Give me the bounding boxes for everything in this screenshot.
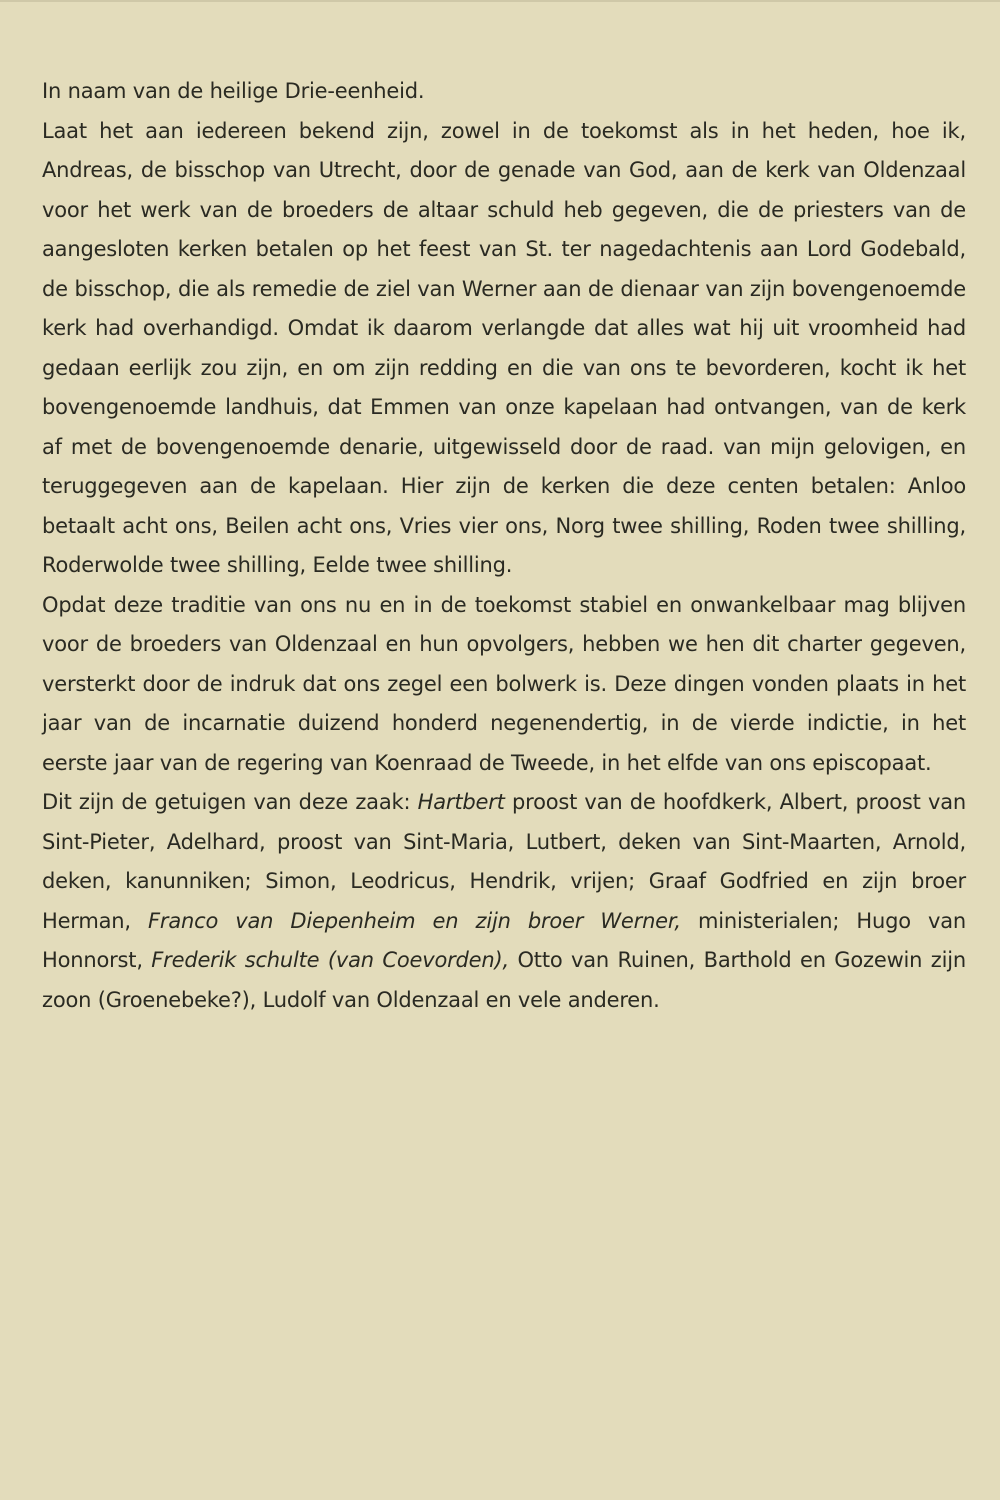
witness-text-3: Otto van Ruinen, Barthold en Gozewin zijn zoon (Groenebeke?), Ludolf van Oldenzaal en vele anderen. [42, 948, 966, 1012]
corroboration-paragraph: Opdat deze traditie van ons nu en in de toekomst stabiel en onwankelbaar mag blijven voor de broeders van Oldenzaal en hun opvolgers, hebben we hen dit charter gegeven, versterkt door de indruk dat ons zegel een bolwerk is. Deze dingen vonden plaats in het jaar van de incarnatie duizend honderd negenendertig, in de vierde indictie, in het eerste jaar van de regering van Koenraad de Tweede, in het elfde van ons episcopaat. [42, 592, 966, 775]
invocation: In naam van de heilige Drie-eenheid. [42, 79, 425, 103]
witness-frederik: Frederik schulte (van Coevorden), [151, 948, 509, 972]
charter-text [42, 72, 966, 1020]
witness-intro: Dit zijn de getuigen van deze zaak: [42, 790, 418, 814]
witness-hartbert: Hartbert [417, 790, 505, 814]
charter-body-paragraph: Laat het aan iedereen bekend zijn, zowel in de toekomst als in het heden, hoe ik, Andreas, de bisschop van Utrecht, door de genade van God, aan de kerk van Oldenzaal voor het werk van de broeders de altaar schuld heb gegeven, die de priesters van de aangesloten kerken betalen op het feest van St. ter nagedachtenis aan Lord Godebald, de bisschop, die als remedie de ziel van Werner aan de dienaar van zijn bovengenoemde kerk had overhandigd. Omdat ik daarom verlangde dat alles wat hij uit vroomheid had gedaan eerlijk zou zijn, en om zijn redding en die van ons te bevorderen, kocht ik het bovengenoemde landhuis, dat Emmen van onze kapelaan had ontvangen, van de kerk af met de bovengenoemde denarie, uitgewisseld door de raad. van mijn gelovigen, en teruggegeven aan de kapelaan. Hier zijn de kerken die deze centen betalen: Anloo betaalt acht ons, Beilen acht ons, Vries vier ons, Norg twee shilling, Roden twee shilling, Roderwolde twee shilling, Eelde twee shilling. [42, 118, 966, 577]
witness-text-1: proost van de hoofdkerk, Albert, proost van Sint-Pieter, Adelhard, proost van Sint-Maria, Lutbert, deken van Sint-Maarten, Arnold, deken, kanunniken; Simon, Leodricus, Hendrik, vrijen; Graaf Godfried en zijn broer Herman, [42, 790, 966, 933]
witness-list-paragraph [42, 783, 966, 1020]
witness-text-2: ministerialen; Hugo van Honnorst, [42, 908, 966, 972]
witness-franco: Franco van Diepenheim en zijn broer Werner, [148, 908, 681, 933]
